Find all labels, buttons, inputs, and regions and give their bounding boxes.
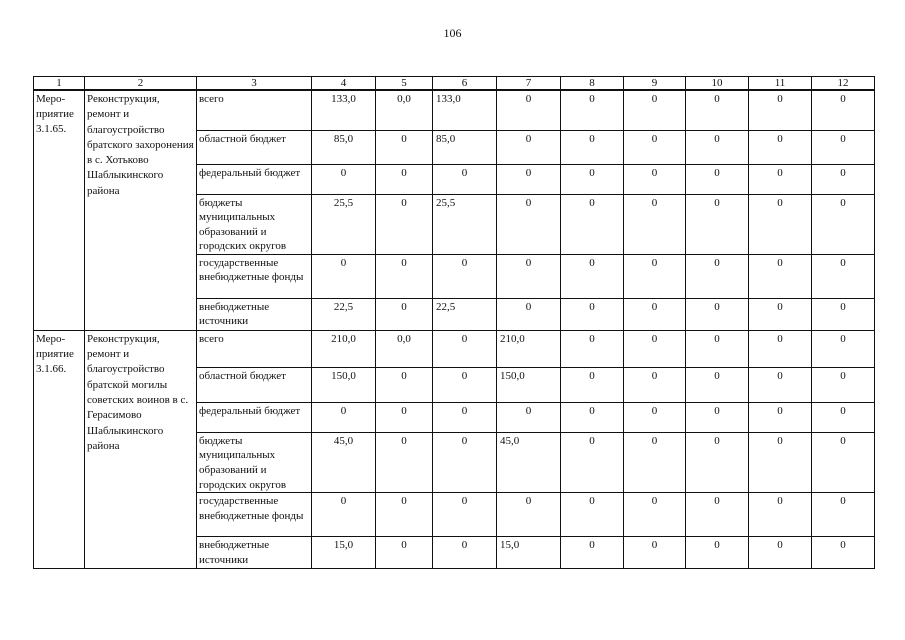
col-header: 5 — [376, 77, 433, 91]
table-row — [34, 90, 875, 130]
table-body — [34, 90, 875, 569]
col-header: 8 — [561, 77, 624, 91]
value-cell: 0 — [624, 254, 686, 298]
value-cell: 0 — [686, 493, 749, 537]
value-cell: 0 — [376, 493, 433, 537]
value-cell: 0 — [376, 164, 433, 194]
value-cell: 0 — [686, 402, 749, 432]
table-row — [34, 330, 875, 367]
value-cell: 0 — [812, 164, 875, 194]
col-header: 7 — [497, 77, 561, 91]
value-cell: 0 — [749, 330, 812, 367]
funding-source: бюджеты муниципальных образований и городских округов — [197, 432, 312, 492]
value-cell: 0 — [624, 367, 686, 402]
value-cell: 0,0 — [376, 90, 433, 130]
value-cell: 0 — [749, 130, 812, 164]
value-cell: 0 — [812, 298, 875, 330]
funding-source: внебюджетные источники — [197, 298, 312, 330]
value-cell: 0 — [812, 90, 875, 130]
col-header: 9 — [624, 77, 686, 91]
value-cell: 0 — [376, 367, 433, 402]
value-cell: 0 — [624, 432, 686, 492]
col-header: 6 — [433, 77, 497, 91]
col-header: 12 — [812, 77, 875, 91]
funding-source: областной бюджет — [197, 130, 312, 164]
value-cell: 25,5 — [433, 194, 497, 254]
value-cell: 0 — [686, 254, 749, 298]
col-header: 11 — [749, 77, 812, 91]
value-cell: 0 — [812, 254, 875, 298]
value-cell: 0 — [433, 432, 497, 492]
value-cell: 0 — [497, 194, 561, 254]
value-cell: 0 — [686, 298, 749, 330]
column-number-row — [34, 77, 875, 91]
value-cell: 133,0 — [433, 90, 497, 130]
value-cell: 0 — [497, 254, 561, 298]
value-cell: 45,0 — [312, 432, 376, 492]
value-cell: 210,0 — [312, 330, 376, 367]
value-cell: 0 — [686, 367, 749, 402]
value-cell: 22,5 — [312, 298, 376, 330]
value-cell: 0 — [749, 432, 812, 492]
value-cell: 0 — [561, 330, 624, 367]
value-cell: 0 — [812, 432, 875, 492]
value-cell: 0 — [686, 90, 749, 130]
value-cell: 0 — [749, 194, 812, 254]
value-cell: 85,0 — [312, 130, 376, 164]
value-cell: 0 — [497, 298, 561, 330]
value-cell: 0 — [812, 402, 875, 432]
value-cell: 0 — [686, 194, 749, 254]
value-cell: 133,0 — [312, 90, 376, 130]
value-cell: 85,0 — [433, 130, 497, 164]
value-cell: 0 — [561, 432, 624, 492]
value-cell: 0 — [749, 402, 812, 432]
funding-source: всего — [197, 330, 312, 367]
value-cell: 45,0 — [497, 432, 561, 492]
value-cell: 0 — [497, 130, 561, 164]
funding-source: федеральный бюджет — [197, 402, 312, 432]
value-cell: 0 — [749, 164, 812, 194]
value-cell: 0 — [312, 164, 376, 194]
value-cell: 0 — [561, 194, 624, 254]
value-cell: 0 — [561, 493, 624, 537]
value-cell: 0 — [624, 493, 686, 537]
value-cell: 150,0 — [497, 367, 561, 402]
value-cell: 0 — [376, 194, 433, 254]
value-cell: 0 — [433, 164, 497, 194]
value-cell: 0 — [749, 90, 812, 130]
value-cell: 0 — [561, 130, 624, 164]
value-cell: 0 — [376, 254, 433, 298]
value-cell: 0 — [433, 493, 497, 537]
measure-name: Реконструкция, ремонт и благоустройство братского захоронения в с. Хотьково Шаблыкинского района — [85, 90, 197, 330]
value-cell: 0 — [561, 402, 624, 432]
value-cell: 0 — [686, 537, 749, 569]
funding-source: внебюджетные источники — [197, 537, 312, 569]
value-cell: 0 — [624, 194, 686, 254]
value-cell: 0 — [812, 537, 875, 569]
value-cell: 0 — [686, 432, 749, 492]
value-cell: 0 — [376, 402, 433, 432]
measure-id: Меро-приятие 3.1.65. — [34, 90, 85, 330]
value-cell: 0 — [624, 90, 686, 130]
funding-source: государственные внебюджетные фонды — [197, 254, 312, 298]
value-cell: 0 — [749, 367, 812, 402]
value-cell: 15,0 — [312, 537, 376, 569]
value-cell: 0 — [433, 330, 497, 367]
value-cell: 0 — [749, 493, 812, 537]
value-cell: 150,0 — [312, 367, 376, 402]
col-header: 1 — [34, 77, 85, 91]
value-cell: 0 — [686, 130, 749, 164]
value-cell: 0 — [561, 164, 624, 194]
value-cell: 0 — [433, 367, 497, 402]
value-cell: 0 — [749, 537, 812, 569]
value-cell: 0 — [561, 90, 624, 130]
value-cell: 0 — [686, 164, 749, 194]
col-header: 4 — [312, 77, 376, 91]
budget-table — [33, 76, 875, 569]
value-cell: 0 — [812, 330, 875, 367]
col-header: 3 — [197, 77, 312, 91]
value-cell: 0 — [812, 493, 875, 537]
value-cell: 0 — [812, 130, 875, 164]
value-cell: 0 — [624, 164, 686, 194]
funding-source: государственные внебюджетные фонды — [197, 493, 312, 537]
value-cell: 0 — [497, 90, 561, 130]
value-cell: 0 — [686, 330, 749, 367]
value-cell: 0 — [624, 537, 686, 569]
value-cell: 0 — [561, 537, 624, 569]
value-cell: 210,0 — [497, 330, 561, 367]
value-cell: 0 — [376, 130, 433, 164]
col-header: 2 — [85, 77, 197, 91]
value-cell: 0 — [561, 367, 624, 402]
value-cell: 0 — [624, 402, 686, 432]
value-cell: 0 — [376, 298, 433, 330]
value-cell: 25,5 — [312, 194, 376, 254]
value-cell: 22,5 — [433, 298, 497, 330]
value-cell: 0 — [497, 402, 561, 432]
funding-source: федеральный бюджет — [197, 164, 312, 194]
value-cell: 0 — [749, 298, 812, 330]
value-cell: 0 — [812, 367, 875, 402]
funding-source: бюджеты муниципальных образований и городских округов — [197, 194, 312, 254]
value-cell: 0 — [561, 254, 624, 298]
page-number: 106 — [443, 26, 462, 40]
measure-id: Меро-приятие 3.1.66. — [34, 330, 85, 568]
value-cell: 0,0 — [376, 330, 433, 367]
value-cell: 0 — [497, 493, 561, 537]
col-header: 10 — [686, 77, 749, 91]
value-cell: 0 — [497, 164, 561, 194]
value-cell: 0 — [624, 298, 686, 330]
value-cell: 0 — [812, 194, 875, 254]
funding-source: всего — [197, 90, 312, 130]
value-cell: 0 — [749, 254, 812, 298]
value-cell: 0 — [312, 402, 376, 432]
value-cell: 0 — [433, 402, 497, 432]
value-cell: 0 — [433, 254, 497, 298]
value-cell: 15,0 — [497, 537, 561, 569]
measure-name: Реконструкция, ремонт и благоустройство братской могилы советских воинов в с. Герасимово Шаблыкинского района — [85, 330, 197, 568]
value-cell: 0 — [312, 493, 376, 537]
value-cell: 0 — [624, 130, 686, 164]
value-cell: 0 — [433, 537, 497, 569]
value-cell: 0 — [376, 432, 433, 492]
value-cell: 0 — [312, 254, 376, 298]
value-cell: 0 — [624, 330, 686, 367]
value-cell: 0 — [561, 298, 624, 330]
funding-source: областной бюджет — [197, 367, 312, 402]
value-cell: 0 — [376, 537, 433, 569]
